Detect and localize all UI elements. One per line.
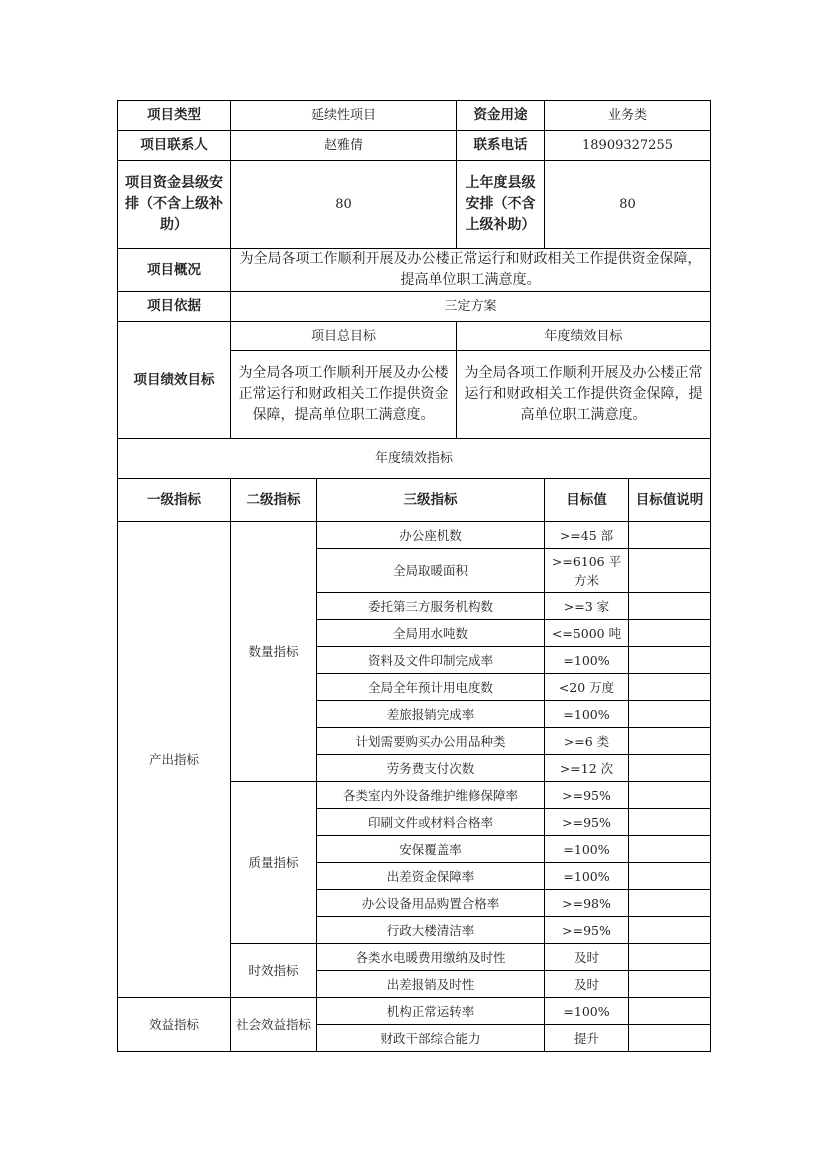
indicator-name: 出差资金保障率 (317, 863, 545, 890)
overview-label: 项目概况 (118, 249, 231, 292)
indicator-note (629, 944, 711, 971)
basis-label: 项目依据 (118, 292, 231, 322)
indicator-target: >=98% (545, 890, 629, 917)
table-row (118, 522, 711, 549)
last-year-fund-value: 80 (545, 161, 711, 249)
indicator-name: 办公座机数 (317, 522, 545, 549)
indicator-note (629, 522, 711, 549)
col-header-level3: 三级指标 (317, 479, 545, 522)
indicator-note (629, 647, 711, 674)
indicator-target: =100% (545, 998, 629, 1025)
indicator-note (629, 593, 711, 620)
col-header-level1: 一级指标 (118, 479, 231, 522)
contact-value: 赵雅倩 (231, 131, 457, 161)
level2-quality: 质量指标 (231, 782, 317, 944)
indicator-target: =100% (545, 836, 629, 863)
project-info-table (117, 100, 711, 479)
indicator-target: 提升 (545, 1025, 629, 1052)
indicator-name: 全局全年预计用电度数 (317, 674, 545, 701)
indicator-note (629, 755, 711, 782)
indicator-note (629, 701, 711, 728)
indicator-name: 各类室内外设备维护维修保障率 (317, 782, 545, 809)
indicator-target: >=95% (545, 809, 629, 836)
level1-output: 产出指标 (118, 522, 231, 998)
indicator-name: 机构正常运转率 (317, 998, 545, 1025)
indicator-name: 资料及文件印制完成率 (317, 647, 545, 674)
indicator-note (629, 836, 711, 863)
overview-value: 为全局各项工作顺利开展及办公楼正常运行和财政相关工作提供资金保障，提高单位职工满意度。 (231, 249, 711, 292)
indicator-note (629, 917, 711, 944)
level2-social-benefit: 社会效益指标 (231, 998, 317, 1052)
indicator-name: 财政干部综合能力 (317, 1025, 545, 1052)
indicator-note (629, 1025, 711, 1052)
indicator-name: 计划需要购买办公用品种类 (317, 728, 545, 755)
project-type-label: 项目类型 (118, 101, 231, 131)
contact-label: 项目联系人 (118, 131, 231, 161)
indicator-target: =100% (545, 647, 629, 674)
col-header-target: 目标值 (545, 479, 629, 522)
project-type-value: 延续性项目 (231, 101, 457, 131)
indicator-name: 全局取暖面积 (317, 549, 545, 593)
indicator-target: =100% (545, 863, 629, 890)
indicator-target: <20 万度 (545, 674, 629, 701)
indicator-target: 及时 (545, 944, 629, 971)
indicator-name: 各类水电暖费用缴纳及时性 (317, 944, 545, 971)
indicator-target: =100% (545, 701, 629, 728)
indicator-target: 及时 (545, 971, 629, 998)
annual-goal-header: 年度绩效目标 (457, 322, 711, 351)
indicator-note (629, 620, 711, 647)
indicator-name: 出差报销及时性 (317, 971, 545, 998)
indicator-note (629, 728, 711, 755)
indicator-name: 印刷文件或材料合格率 (317, 809, 545, 836)
total-goal-value: 为全局各项工作顺利开展及办公楼正常运行和财政相关工作提供资金保障，提高单位职工满意度。 (231, 351, 457, 439)
indicator-name: 差旅报销完成率 (317, 701, 545, 728)
indicator-note (629, 863, 711, 890)
indicator-note (629, 890, 711, 917)
level2-timeliness: 时效指标 (231, 944, 317, 998)
indicator-note (629, 549, 711, 593)
indicator-target: >=3 家 (545, 593, 629, 620)
indicator-target: >=12 次 (545, 755, 629, 782)
indicator-note (629, 782, 711, 809)
county-fund-label: 项目资金县级安排（不含上级补助） (118, 161, 231, 249)
indicator-name: 劳务费支付次数 (317, 755, 545, 782)
indicator-name: 安保覆盖率 (317, 836, 545, 863)
phone-label: 联系电话 (457, 131, 545, 161)
table-row (118, 998, 711, 1025)
annual-goal-value: 为全局各项工作顺利开展及办公楼正常运行和财政相关工作提供资金保障，提高单位职工满意度。 (457, 351, 711, 439)
indicator-name: 行政大楼清洁率 (317, 917, 545, 944)
indicator-name: 委托第三方服务机构数 (317, 593, 545, 620)
annual-indicators-title: 年度绩效指标 (118, 439, 711, 479)
indicator-note (629, 971, 711, 998)
indicator-note (629, 674, 711, 701)
total-goal-header: 项目总目标 (231, 322, 457, 351)
indicator-note (629, 998, 711, 1025)
indicator-target: >=6106 平方米 (545, 549, 629, 593)
level1-benefit: 效益指标 (118, 998, 231, 1052)
fund-use-label: 资金用途 (457, 101, 545, 131)
performance-goal-label: 项目绩效目标 (118, 322, 231, 439)
indicator-target: >=6 类 (545, 728, 629, 755)
fund-use-value: 业务类 (545, 101, 711, 131)
indicator-target: >=95% (545, 917, 629, 944)
basis-value: 三定方案 (231, 292, 711, 322)
indicator-target: <=5000 吨 (545, 620, 629, 647)
col-header-note: 目标值说明 (629, 479, 711, 522)
indicator-target: >=95% (545, 782, 629, 809)
indicator-target: >=45 部 (545, 522, 629, 549)
last-year-fund-label: 上年度县级安排（不含上级补助） (457, 161, 545, 249)
county-fund-value: 80 (231, 161, 457, 249)
phone-value: 18909327255 (545, 131, 711, 161)
indicator-name: 办公设备用品购置合格率 (317, 890, 545, 917)
indicators-table (117, 478, 711, 1052)
indicator-note (629, 809, 711, 836)
col-header-level2: 二级指标 (231, 479, 317, 522)
level2-quantity: 数量指标 (231, 522, 317, 782)
indicator-name: 全局用水吨数 (317, 620, 545, 647)
